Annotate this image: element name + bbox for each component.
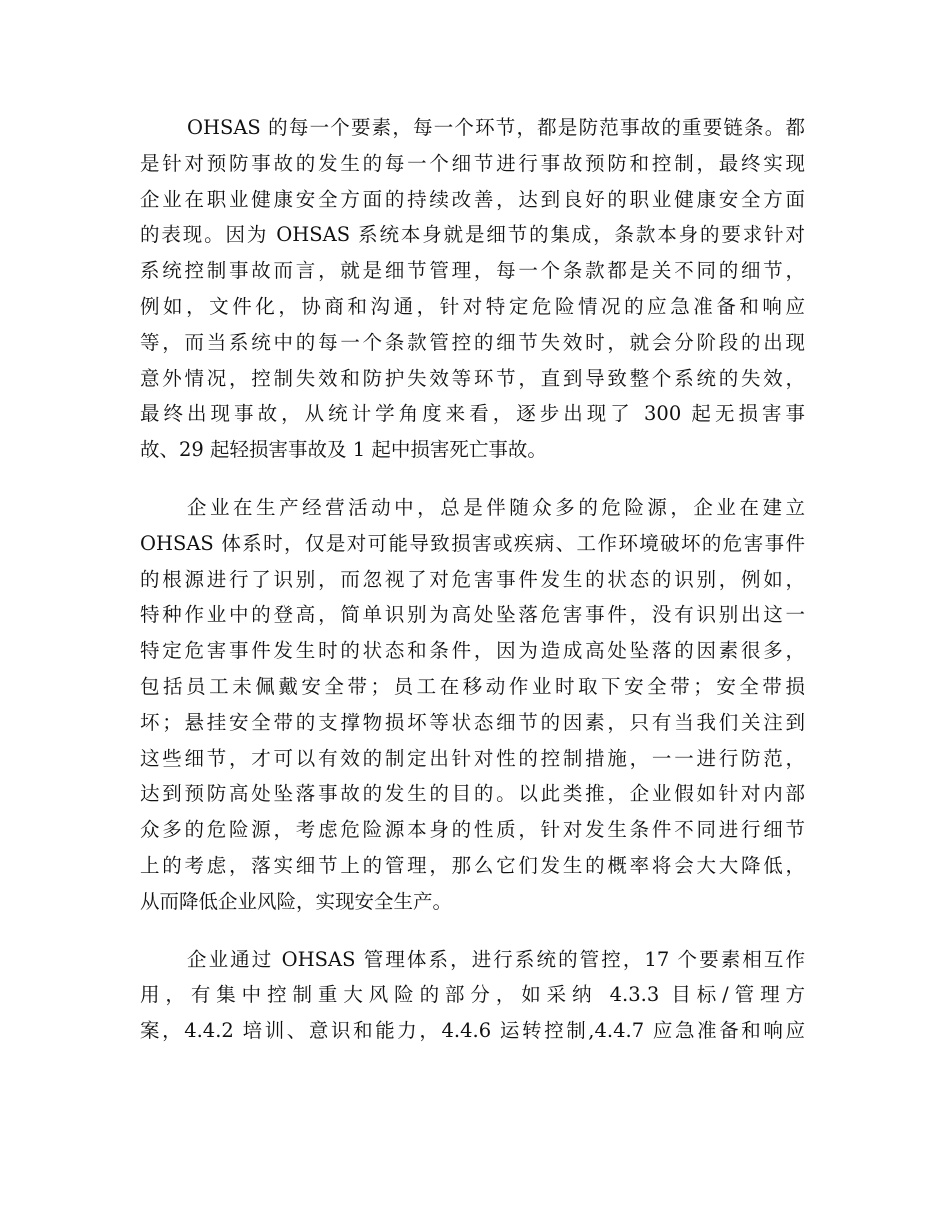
- text-line: 企业在职业健康安全方面的持续改善，达到良好的职业健康安全方面: [140, 187, 805, 211]
- text-line: 特种作业中的登高，简单识别为高处坠落危害事件，没有识别出这一: [140, 603, 805, 627]
- text-line: 是针对预防事故的发生的每一个细节进行事故预防和控制，最终实现: [140, 151, 805, 175]
- text-line: 故、29 起轻损害事故及 1 起中损害死亡事故。: [140, 438, 547, 462]
- text-line: 最终出现事故，从统计学角度来看，逐步出现了 300 起无损害事: [140, 402, 805, 426]
- paragraph-1: [140, 110, 805, 468]
- text-line: 特定危害事件发生时的状态和条件，因为造成高处坠落的因素很多，: [140, 639, 805, 663]
- text-line: 案，4.4.2 培训、意识和能力，4.4.6 运转控制,4.4.7 应急准备和响应: [140, 1019, 805, 1043]
- text-line: 企业通过 OHSAS 管理体系，进行系统的管控，17 个要素相互作: [187, 947, 805, 971]
- text-line: 例如，文件化，协商和沟通，针对特定危险情况的应急准备和响应: [140, 294, 805, 318]
- text-line: 系统控制事故而言，就是细节管理，每一个条款都是关不同的细节，: [140, 259, 805, 283]
- text-line: 等，而当系统中的每一个条款管控的细节失效时，就会分阶段的出现: [140, 330, 805, 354]
- text-line: 的表现。因为 OHSAS 系统本身就是细节的集成，条款本身的要求针对: [140, 223, 805, 247]
- text-line: 从而降低企业风险，实现安全生产。: [140, 889, 453, 913]
- text-line: 这些细节，才可以有效的制定出针对性的控制措施，一一进行防范，: [140, 746, 805, 770]
- text-line: 企业在生产经营活动中，总是伴随众多的危险源，企业在建立: [187, 495, 805, 519]
- text-line: 众多的危险源，考虑危险源本身的性质，针对发生条件不同进行细节: [140, 818, 805, 842]
- text-line: OHSAS 的每一个要素，每一个环节，都是防范事故的重要链条。都: [187, 116, 805, 139]
- text-line: OHSAS 体系时，仅是对可能导致损害或疾病、工作环境破坏的危害事件: [140, 531, 805, 555]
- document-body: [140, 110, 805, 1071]
- text-line: 用，有集中控制重大风险的部分，如采纳 4.3.3 目标/管理方: [140, 983, 805, 1007]
- paragraph-3: [140, 942, 805, 1049]
- text-line: 包括员工未佩戴安全带；员工在移动作业时取下安全带；安全带损: [140, 674, 805, 698]
- text-line: 达到预防高处坠落事故的发生的目的。以此类推，企业假如针对内部: [140, 782, 805, 806]
- paragraph-2: [140, 490, 805, 920]
- text-line: 坏；悬挂安全带的支撑物损坏等状态细节的因素，只有当我们关注到: [140, 710, 805, 734]
- text-line: 上的考虑，落实细节上的管理，那么它们发生的概率将会大大降低，: [140, 853, 805, 877]
- text-line: 的根源进行了识别，而忽视了对危害事件发生的状态的识别，例如，: [140, 567, 805, 591]
- text-line: 意外情况，控制失效和防护失效等环节，直到导致整个系统的失效，: [140, 366, 805, 390]
